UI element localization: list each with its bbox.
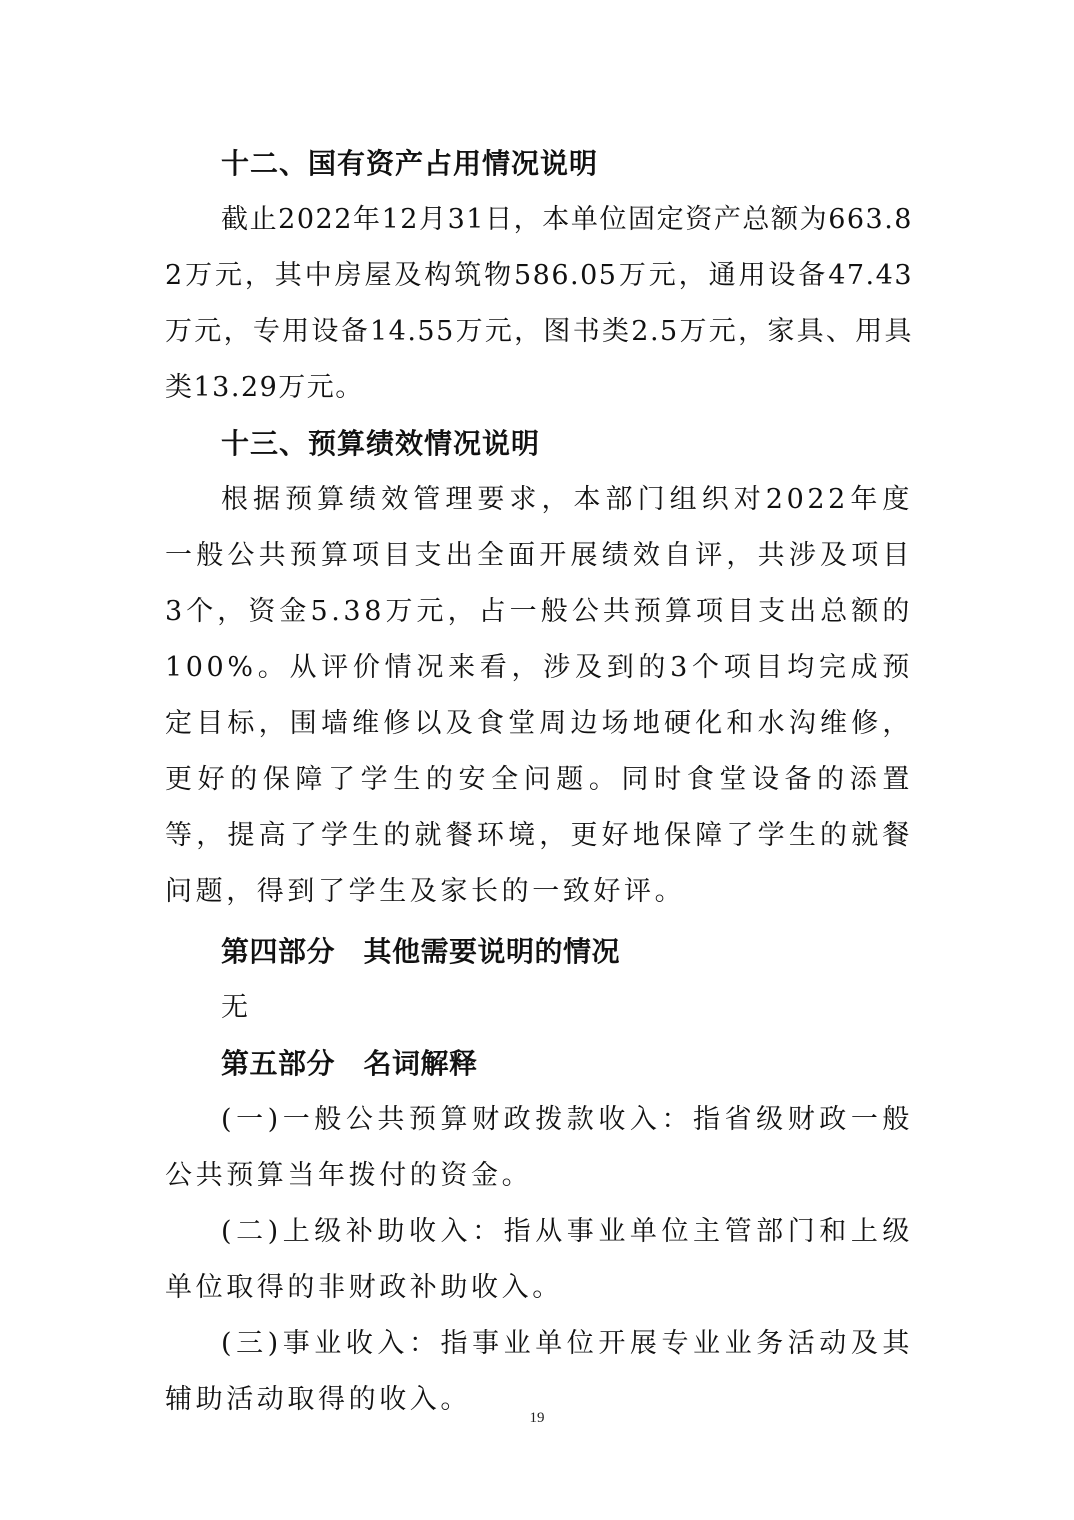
section-13-paragraph: 根据预算绩效管理要求，本部门组织对2022年度一般公共预算项目支出全面开展绩效自评，共涉及项目3个，资金5.38万元，占一般公共预算项目支出总额的100%。从评价情况来看，涉及到的3个项目均完成预定目标，围墙维修以及食堂周边场地硬化和水沟维修，更好的保障了学生的安全问题。同时食堂设备的添置等，提高了学生的就餐环境，更好地保障了学生的就餐问题，得到了学生及家长的一致好评。 bbox=[165, 484, 913, 907]
page-content bbox=[165, 136, 913, 1428]
section-13-heading: 十三、预算绩效情况说明 bbox=[221, 427, 541, 460]
term-2-paragraph: (二)上级补助收入：指从事业单位主管部门和上级单位取得的非财政补助收入。 bbox=[165, 1216, 913, 1303]
page-number: 19 bbox=[529, 1410, 545, 1426]
term-1-paragraph: (一)一般公共预算财政拨款收入：指省级财政一般公共预算当年拨付的资金。 bbox=[165, 1104, 913, 1191]
part-4-heading: 第四部分 其他需要说明的情况 bbox=[221, 935, 621, 968]
part-4-paragraph: 无 bbox=[221, 992, 248, 1023]
part-5-heading: 第五部分 名词解释 bbox=[221, 1047, 478, 1080]
term-3-paragraph: (三)事业收入：指事业单位开展专业业务活动及其辅助活动取得的收入。 bbox=[165, 1328, 913, 1415]
section-12-paragraph: 截止2022年12月31日，本单位固定资产总额为663.82万元，其中房屋及构筑物586.05万元，通用设备47.43万元，专用设备14.55万元，图书类2.5万元，家具、用具类13.29万元。 bbox=[165, 204, 913, 403]
section-12-heading: 十二、国有资产占用情况说明 bbox=[221, 147, 599, 180]
